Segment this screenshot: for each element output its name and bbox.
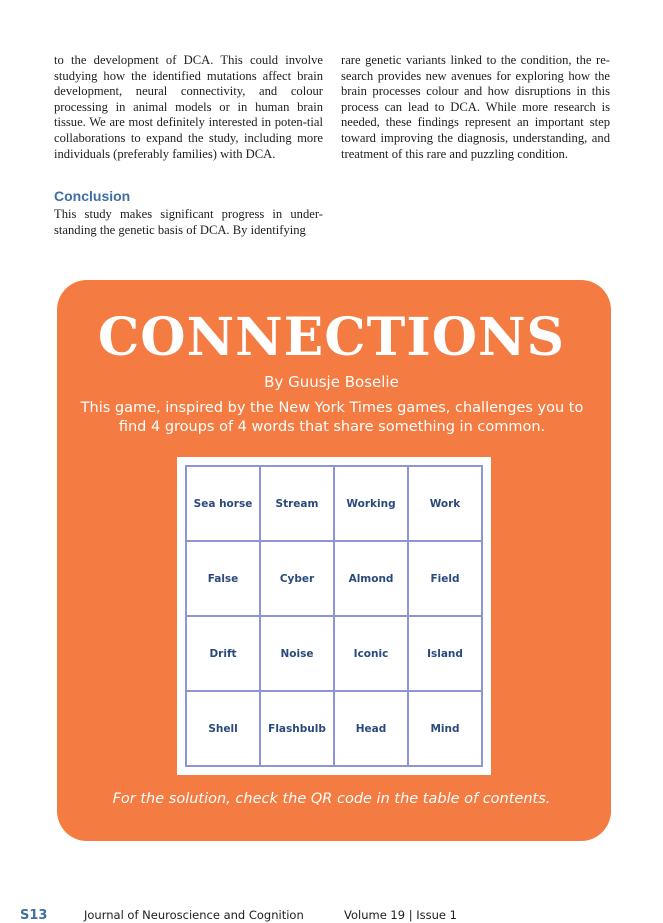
word-cell[interactable]: Mind [408,691,482,766]
word-cell[interactable]: Flashbulb [260,691,334,766]
word-grid [185,465,483,767]
word-cell[interactable]: Noise [260,616,334,691]
word-cell[interactable]: Sea horse [186,466,260,541]
page-footer [0,907,663,922]
journal-name: Journal of Neuroscience and Cognition [84,908,304,922]
conclusion-paragraph: This study makes significant progress in under-standing the genetic basis of DCA. By identifying [54,207,323,237]
word-grid-frame [177,457,491,775]
word-cell[interactable]: Head [334,691,408,766]
word-cell[interactable]: Island [408,616,482,691]
word-cell[interactable]: Stream [260,466,334,541]
left-column [54,53,323,162]
word-cell[interactable]: Field [408,541,482,616]
page-number: S13 [20,908,48,923]
word-cell[interactable]: Work [408,466,482,541]
game-intro: This game, inspired by the New York Times games, challenges you to find 4 groups of 4 words that share something in common. [80,400,584,435]
word-cell[interactable]: Working [334,466,408,541]
volume-issue: Volume 19 | Issue 1 [344,908,457,922]
word-cell[interactable]: False [186,541,260,616]
game-author: By Guusje Boselie [264,373,399,391]
left-column-paragraph: to the development of DCA. This could involve studying how the identified mutations affect brain development, neural connectivity, and colour processing in animal models or in human brain tissue. We are most definitely interested in poten-tial collaborations to expand the study, including more individuals (preferably families) with DCA. [54,53,323,161]
word-cell[interactable]: Almond [334,541,408,616]
right-column [341,53,610,162]
word-cell[interactable]: Drift [186,616,260,691]
word-cell[interactable]: Shell [186,691,260,766]
game-title: CONNECTIONS [97,307,566,368]
word-cell[interactable]: Cyber [260,541,334,616]
word-cell[interactable]: Iconic [334,616,408,691]
conclusion-column [54,207,323,238]
conclusion-heading: Conclusion [54,188,131,204]
right-column-paragraph: rare genetic variants linked to the condition, the re-search provides new avenues for exploring how the brain processes colour and how disruptions in this process can lead to DCA. While more research is needed, these findings represent an important step toward improving the diagnosis, understanding, and treatment of this rare and puzzling condition. [341,53,610,161]
game-solution-note: For the solution, check the QR code in the table of contents. [112,791,551,807]
